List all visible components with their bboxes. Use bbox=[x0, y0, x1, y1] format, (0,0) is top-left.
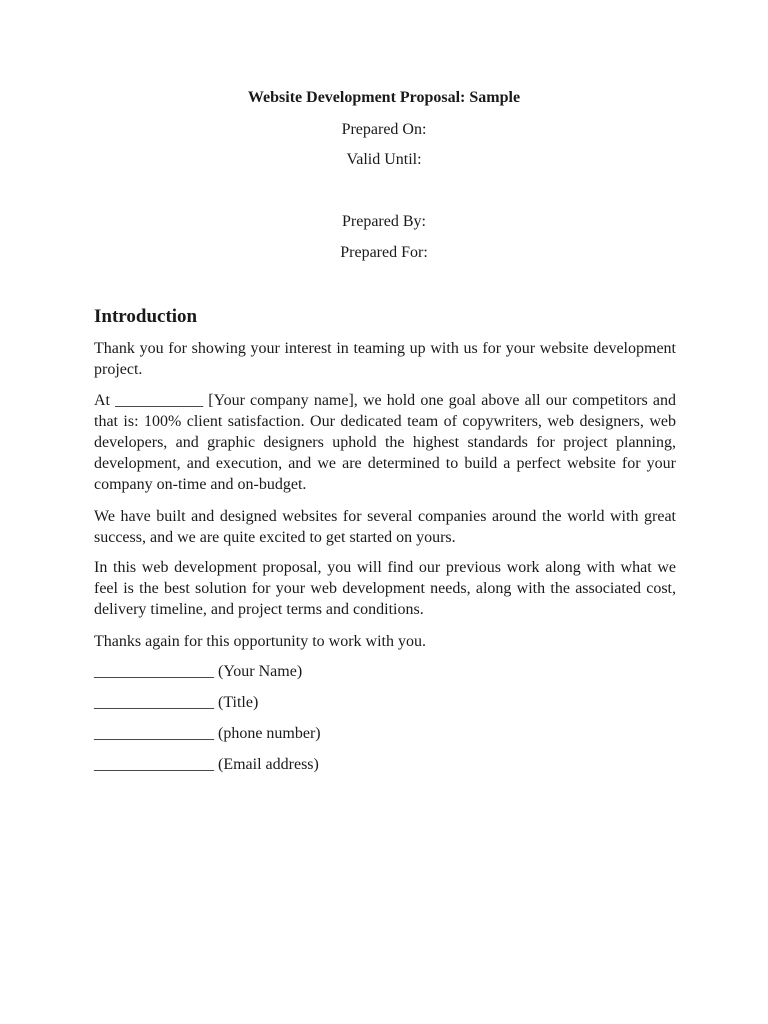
intro-paragraph-2: At ___________ [Your company name], we hold one goal above all our competitors and that is: 100% client satisfaction. Our dedicated team of copywriters, web designers, web developers, and graphic designers uphold the highest standards for project planning, development, and execution, and we are determined to build a perfect website for your company on-time and on-budget. bbox=[94, 392, 676, 493]
intro-paragraph-4: In this web development proposal, you will find our previous work along with what we feel is the best solution for your web development needs, along with the associated cost, delivery timeline, and project terms and conditions. bbox=[94, 559, 676, 618]
signature-email-line: _______________ (Email address) bbox=[94, 756, 319, 773]
intro-paragraph-5: Thanks again for this opportunity to work with you. bbox=[94, 633, 426, 650]
prepared-on-label: Prepared On: bbox=[341, 121, 427, 138]
prepared-by-label: Prepared By: bbox=[342, 213, 426, 230]
prepared-for-label: Prepared For: bbox=[340, 244, 428, 261]
intro-paragraph-3: We have built and designed websites for several companies around the world with great success, and we are quite excited to get started on yours. bbox=[94, 508, 676, 546]
signature-phone-line: _______________ (phone number) bbox=[94, 725, 321, 742]
signature-name-line: _______________ (Your Name) bbox=[94, 663, 303, 680]
document-title: Website Development Proposal: Sample bbox=[247, 89, 521, 106]
valid-until-label: Valid Until: bbox=[346, 151, 422, 168]
introduction-heading: Introduction bbox=[94, 306, 198, 327]
intro-paragraph-1: Thank you for showing your interest in teaming up with us for your website development project. bbox=[94, 340, 676, 378]
signature-title-line: _______________ (Title) bbox=[94, 694, 259, 711]
